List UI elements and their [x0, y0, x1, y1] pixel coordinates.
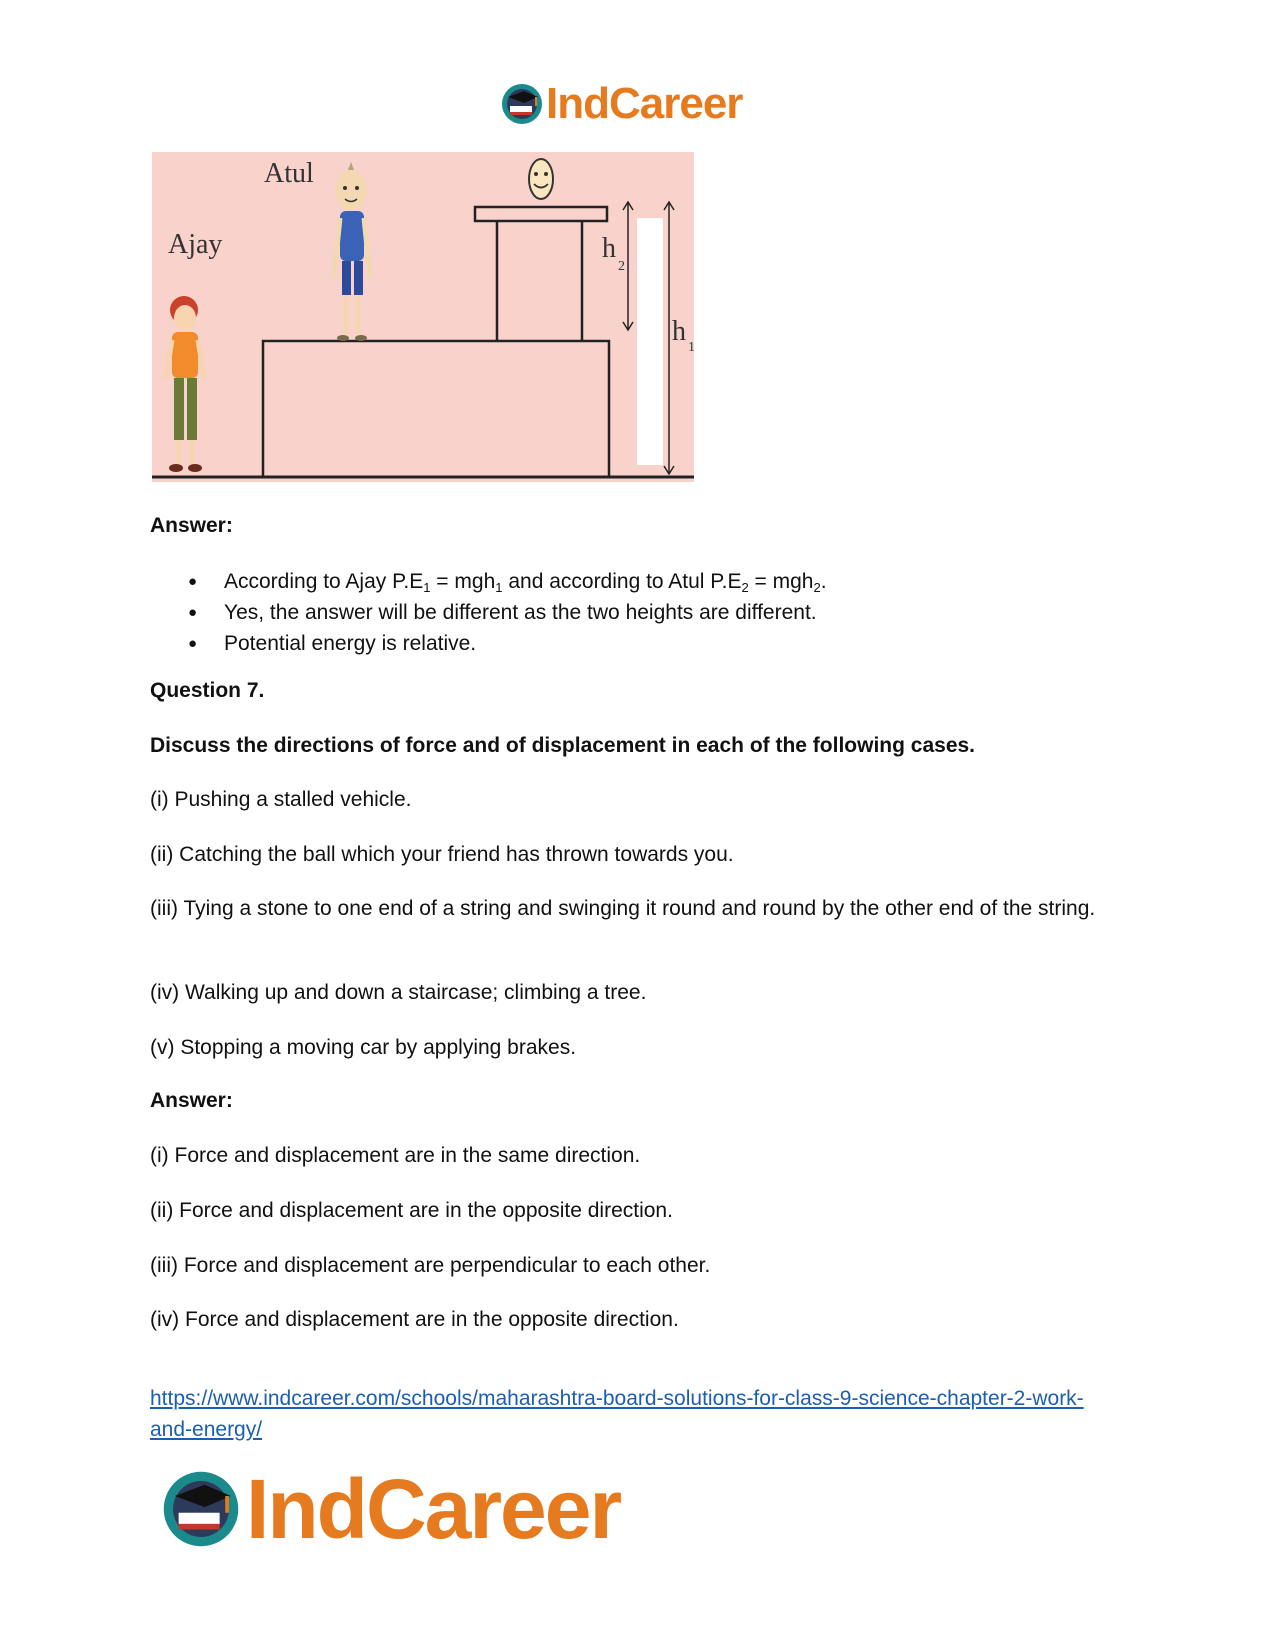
case-item: (iii) Tying a stone to one end of a string and swinging it round and round by the other end of the string. [150, 897, 1096, 920]
label-atul: Atul [264, 158, 314, 189]
label-h1-sub: 1 [688, 340, 695, 355]
answer-item: (ii) Force and displacement are in the opposite direction. [150, 1199, 673, 1222]
label-h2-sub: 2 [618, 259, 625, 274]
logo-text: IndCareer [246, 1461, 621, 1556]
header-logo [500, 80, 742, 128]
case-item: (i) Pushing a stalled vehicle. [150, 788, 412, 811]
bullet-item: ● Potential energy is relative. [150, 628, 827, 659]
case-item: (iv) Walking up and down a staircase; climbing a tree. [150, 981, 647, 1004]
answer-bullet-list [150, 566, 827, 659]
graduation-cap-book-icon [160, 1468, 242, 1550]
case-item: (v) Stopping a moving car by applying brakes. [150, 1036, 577, 1059]
logo-text: IndCareer [546, 79, 743, 128]
case-item: (ii) Catching the ball which your friend has thrown towards you. [150, 843, 734, 866]
answer-heading: Answer: [150, 514, 233, 537]
question-title: Question 7. [150, 679, 265, 702]
label-h2: h [602, 233, 616, 264]
answer-item: (iii) Force and displacement are perpendicular to each other. [150, 1254, 711, 1277]
answer-item: (i) Force and displacement are in the same direction. [150, 1144, 641, 1167]
footer-logo [160, 1461, 621, 1556]
bullet-item: ● According to Ajay $P.E_1 = mgh_1$ and according to Atul $P.E_2 = mgh_2$. [150, 566, 827, 597]
graduation-cap-book-icon [500, 82, 544, 126]
answer-item: (iv) Force and displacement are in the opposite direction. [150, 1308, 679, 1331]
question-prompt: Discuss the directions of force and of displacement in each of the following cases. [150, 734, 976, 757]
bullet-item: ● Yes, the answer will be different as the two heights are different. [150, 597, 827, 628]
label-ajay: Ajay [168, 229, 223, 260]
label-h1: h [672, 316, 686, 347]
source-link[interactable]: https://www.indcareer.com/schools/maharashtra-board-solutions-for-class-9-science-chapter-2-work-and-energy/ [150, 1387, 1084, 1441]
answer-heading: Answer: [150, 1089, 233, 1112]
smiley-ball-icon [529, 159, 553, 199]
potential-energy-figure [152, 152, 694, 482]
